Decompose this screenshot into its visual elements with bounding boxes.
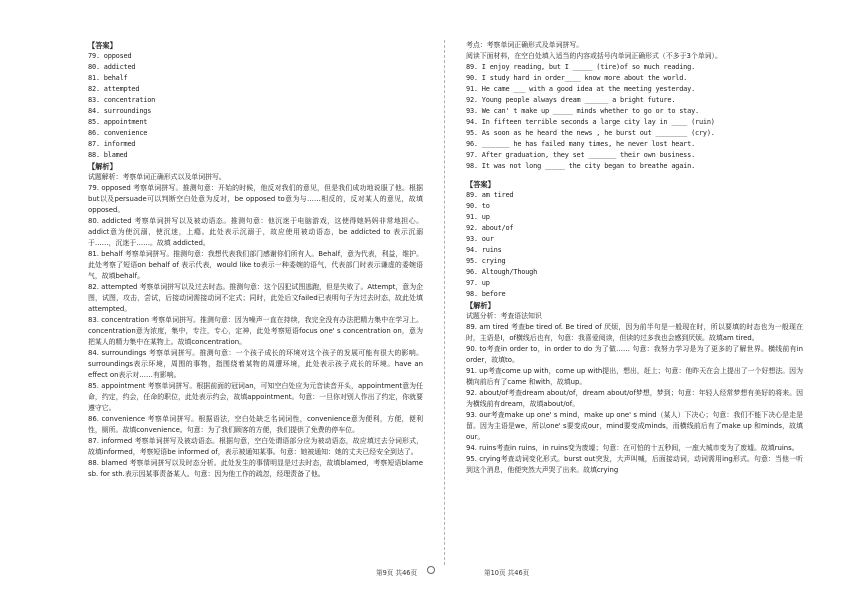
answer-item: 80. addicted: [88, 63, 136, 71]
answer-item: 84. surroundings: [88, 107, 152, 115]
question-item: 95. As soon as he heard the news , he burst out ________ (cry).: [466, 129, 715, 137]
answer-heading: 【答案】: [88, 41, 117, 50]
answer-item: 79. opposed: [88, 52, 132, 60]
answer-item: 87. informed: [88, 140, 136, 148]
analysis-paragraph: 83. concentration 考察单词拼写。推测句意：因为噪声一直在持续，我完全没有办法把精力集中在学习上。concentration意为浓度，集中，专注，专心，定神，此处考察短语focus one' s concentration on，意为把某人的精力集中在某物上。故填concentration。: [88, 316, 423, 346]
page-number-left: 第9页 共46页: [376, 569, 418, 577]
question-item: 89. I enjoy reading, but I _____ (tire)of so much reading.: [466, 63, 696, 71]
answer-item: 97. up: [466, 279, 490, 287]
question-item: 96. _______ he has failed many times, he never lost heart.: [466, 140, 696, 148]
question-item: 98. It was not long _____ the city began to breathe again.: [466, 162, 696, 170]
analysis-paragraph: 88. blamed 考察单词拼写以及时态分析。此处发生的事情明显是过去时态，故填blamed，考察短语blame sb. for sth.表示因某事责备某人。句意：因为他工作的疏忽，经理责备了他。: [88, 459, 423, 478]
topic-line: 考点：考察单词正确形式及单词拼写。: [466, 41, 584, 49]
answer-item: 85. appointment: [88, 118, 148, 126]
spacer: [466, 172, 803, 179]
answer-item: 92. about/of: [466, 224, 514, 232]
analysis-paragraph: 89. am tired 考查be tired of. Be tired of 厌烦，因为前半句是一般现在时，所以要填的时态也为一般现在时，主语是I，of横线后也有，句意：我喜爱阅读，但读的过多我也会感到厌烦。故填am tired。: [466, 323, 803, 342]
analysis-body: [466, 311, 803, 476]
instruction-line: 阅读下面材料，在空白处填入适当的内容或括号内单词正确形式（不多于3个单词）。: [466, 52, 722, 60]
question-list: [466, 62, 803, 172]
answer-item: 86. convenience: [88, 129, 148, 137]
answer-list: [466, 190, 803, 300]
analysis-paragraph: 80. addicted 考察单词拼写以及被动语态。推测句意：他沉迷于电脑游戏，这使得她妈妈非常地担心。addict意为使沉溺，使沉迷，上瘾。此处表示沉溺于，故应使用被动语态，be addicted to 表示沉溺于……，沉迷于……。故填 addicted。: [88, 217, 423, 247]
analysis-paragraph: 85. appointment 考察单词拼写。根据前面的冠词an，可知空白处应为元音读音开头，appointment意为任命，约定，约会，任命的职位，此处表示约会，故填appointment。句意：一旦你对别人作出了约定，你就要遵守它。: [88, 382, 423, 412]
analysis-paragraph: 95. crying考查动词变化形式。burst out突发，大声叫喊，后面接动词，动词需用ing形式。句意：当他一听到这个消息，他便突然大声哭了出来。故填crying: [466, 455, 803, 474]
analysis-paragraph: 81. behalf 考察单词拼写。推测句意：我想代表我们部门感谢你们所有人。Behalf，意为代表，利益，维护。此处考察了短语on behalf of 表示代表，would like to表示一种委婉的语气，代表部门时表示谦虚的委婉语气，故填behalf。: [88, 250, 423, 280]
page-divider: [444, 40, 445, 565]
analysis-paragraph: 82. attempted 考察单词拼写以及过去时态。推测句意：这个囚犯试图逃跑，但是失败了。Attempt，意为企图，试图，攻击，尝试，后接动词需接动词不定式；同时，此处后文failed已表明句子为过去时态，故此处填attempted。: [88, 283, 423, 313]
question-item: 91. He came ___ with a good idea at the meeting yesterday.: [466, 85, 696, 93]
question-item: 97. After graduation, they set _______ their own business.: [466, 151, 696, 159]
answer-item: 88. blamed: [88, 151, 128, 159]
analysis-paragraph: 86. convenience 考察单词拼写。根据语法，空白处缺乏名词词性，convenience意为便利，方便，便利性，厕所。故填convenience。句意：为了我们顾客的方便，我们提供了免费的停车位。: [88, 415, 423, 434]
binding-hole-icon: [427, 566, 435, 574]
answer-item: 95. crying: [466, 257, 506, 265]
answer-item: 96. Altough/Though: [466, 268, 538, 276]
answer-item: 82. attempted: [88, 85, 140, 93]
analysis-paragraph: 94. ruins考查in ruins，in ruins变为废墟；句意：在可怕的十五秒间，一座大城市变为了废墟。故填ruins。: [466, 444, 799, 452]
analysis-paragraph: 87. informed 考察单词拼写及被动语态。根据句意，空白处谓语部分应为被动语态，故应填过去分词形式，故填informed，考察短语be informed of，表示被通知某事。句意：她被通知：她的丈夫已经安全到达了。: [88, 437, 423, 456]
left-page-column: [88, 40, 423, 550]
right-page-column: [466, 40, 803, 550]
answer-item: 89. am tired: [466, 191, 514, 199]
answer-item: 94. ruins: [466, 246, 502, 254]
analysis-body: [88, 172, 423, 480]
question-item: 90. I study hard in order____ know more about the world.: [466, 74, 688, 82]
analysis-paragraph: 试题解析：考察单词正确形式以及单词拼写。: [88, 173, 226, 181]
answer-item: 93. our: [466, 235, 494, 243]
answer-item: 90. to: [466, 202, 490, 210]
answer-heading: 【答案】: [466, 180, 495, 189]
question-item: 94. In fifteen terrible seconds a large city lay in ____ (ruin): [466, 118, 715, 126]
answer-item: 98. before: [466, 290, 506, 298]
analysis-heading: 【解析】: [88, 162, 117, 171]
analysis-paragraph: 84. surroundings 考察单词拼写。推测句意：一个孩子成长的环境对这个孩子的发展可能有很大的影响。surroundings表示环境，周围的事物，指围绕着某物的周遭环境，此处表示孩子成长的环境。have an effect on表示对……有影响。: [88, 349, 423, 379]
question-item: 93. We can' t make up _____ minds whether to go or to stay.: [466, 107, 699, 115]
answer-list: [88, 51, 423, 161]
analysis-paragraph: 93. our考查make up one' s mind，make up one' s mind（某人）下决心；句意：我们不能下决心是走是留。因为主语是we，所以one' s要变成our，mind要变成minds，而横线前后有了make up 和minds，故填our。: [466, 411, 803, 441]
page-number-right: 第10页 共46页: [484, 569, 530, 577]
answer-item: 91. up: [466, 213, 490, 221]
analysis-paragraph: 90. to考查in order to，in order to do 为了做…… 句意：我努力学习是为了更多的了解世界。横线前有in order，故填to。: [466, 345, 803, 364]
analysis-heading: 【解析】: [466, 301, 495, 310]
analysis-paragraph: 试题分析：考查语法知识: [466, 312, 542, 320]
answer-item: 81. behalf: [88, 74, 128, 82]
answer-item: 83. concentration: [88, 96, 156, 104]
analysis-paragraph: 91. up考查come up with，come up with提出，想出，赶上；句意：他昨天在会上提出了一个好想法。因为横向前后有了came 和with，故填up。: [466, 367, 803, 386]
analysis-paragraph: 79. opposed 考察单词拼写。推测句意：开始的时候，他反对我们的意见，但是我们成功地说服了他。根据but以及persuade可以判断空白处意为反对，be opposed to意为与……相反的，反对某人的意见，故填opposed。: [88, 184, 423, 214]
analysis-paragraph: 92. about/of考查dream about/of，dream about/of梦想，梦到；句意：年轻人经常梦想有美好的将来。因为横线前有dream，故填about/of。: [466, 389, 803, 408]
question-item: 92. Young people always dream ______ a bright future.: [466, 96, 676, 104]
